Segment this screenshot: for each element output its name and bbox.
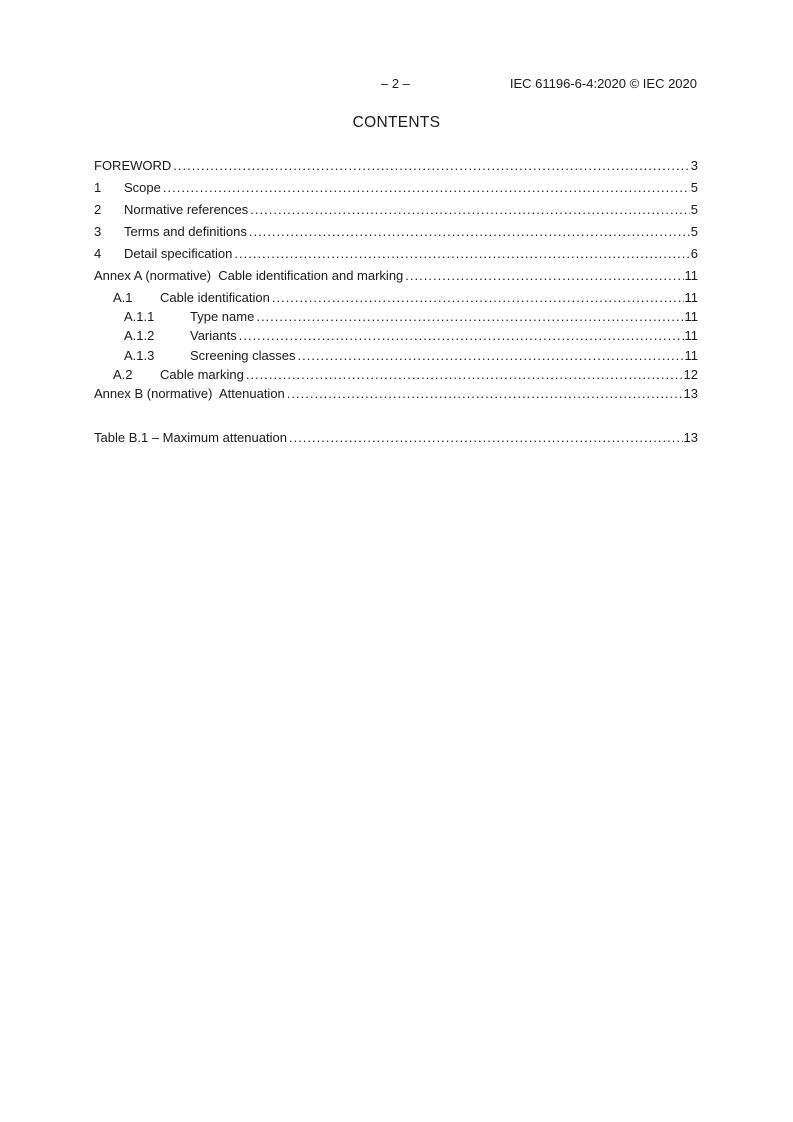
toc-entry-label: FOREWORD bbox=[94, 158, 172, 173]
dot-leader bbox=[272, 290, 684, 306]
toc-entry-label: Cable identification bbox=[160, 290, 270, 305]
toc-entry-annex-b[interactable] bbox=[94, 386, 698, 402]
toc-entry-number: A.1.3 bbox=[124, 348, 155, 363]
toc-entry-detail-specification[interactable] bbox=[94, 246, 698, 262]
toc-entry-page: 5 bbox=[690, 224, 698, 239]
toc-entry-a1[interactable] bbox=[94, 290, 698, 306]
toc-entry-label: Type name bbox=[190, 309, 255, 324]
toc-entry-table-b1[interactable] bbox=[94, 430, 698, 446]
toc-entry-label: Annex A (normative) Cable identification and marking bbox=[94, 268, 404, 283]
toc-entry-page: 5 bbox=[690, 202, 698, 217]
toc-entry-page: 3 bbox=[690, 158, 698, 173]
toc-entry-label: Screening classes bbox=[190, 348, 296, 363]
toc-entry-page: 6 bbox=[690, 246, 698, 261]
page-title: CONTENTS bbox=[352, 114, 441, 131]
toc-entry-number: A.1.1 bbox=[124, 309, 155, 324]
dot-leader bbox=[249, 224, 690, 240]
dot-leader bbox=[289, 430, 683, 446]
toc-entry-a2[interactable] bbox=[94, 367, 698, 383]
toc-entry-a13[interactable] bbox=[94, 348, 698, 364]
toc-entry-terms-and-definitions[interactable] bbox=[94, 224, 698, 240]
dot-leader bbox=[298, 348, 684, 364]
dot-leader bbox=[405, 268, 683, 284]
toc-entry-page: 11 bbox=[684, 268, 698, 283]
dot-leader bbox=[234, 246, 689, 262]
toc-entry-number: 3 bbox=[94, 224, 102, 239]
toc-entry-label: Cable marking bbox=[160, 367, 244, 382]
toc-entry-label: Table B.1 – Maximum attenuation bbox=[94, 430, 287, 445]
toc-entry-label: Annex B (normative) Attenuation bbox=[94, 386, 285, 401]
toc-entry-page: 13 bbox=[683, 430, 698, 445]
toc-entry-label: Normative references bbox=[124, 202, 249, 217]
toc-entry-number: A.1 bbox=[113, 290, 133, 305]
toc-entry-label: Detail specification bbox=[124, 246, 233, 261]
toc-entry-normative-references[interactable] bbox=[94, 202, 698, 218]
toc-entry-a11[interactable] bbox=[94, 309, 698, 325]
toc-entry-number: 2 bbox=[94, 202, 102, 217]
toc-entry-number: 1 bbox=[94, 180, 102, 195]
toc-entry-label: Variants bbox=[190, 328, 237, 343]
document-identifier: IEC 61196-6-4:2020 © IEC 2020 bbox=[509, 76, 697, 91]
toc-entry-number: 4 bbox=[94, 246, 102, 261]
toc-entry-page: 5 bbox=[690, 180, 698, 195]
toc-entry-page: 11 bbox=[684, 328, 698, 343]
dot-leader bbox=[287, 386, 683, 402]
dot-leader bbox=[163, 180, 690, 196]
toc-entry-annex-a[interactable] bbox=[94, 268, 698, 284]
toc-entry-page: 11 bbox=[684, 348, 698, 363]
toc-entry-page: 12 bbox=[683, 367, 698, 382]
toc-entry-page: 11 bbox=[684, 290, 698, 305]
dot-leader bbox=[250, 202, 689, 218]
toc-entry-number: A.2 bbox=[113, 367, 133, 382]
dot-leader bbox=[173, 158, 689, 174]
dot-leader bbox=[246, 367, 683, 383]
toc-entry-label: Scope bbox=[124, 180, 161, 195]
page-number: – 2 – bbox=[381, 76, 410, 91]
toc-entry-label: Terms and definitions bbox=[124, 224, 247, 239]
toc-entry-page: 13 bbox=[683, 386, 698, 401]
toc-entry-number: A.1.2 bbox=[124, 328, 155, 343]
dot-leader bbox=[239, 328, 684, 344]
toc-entry-a12[interactable] bbox=[94, 328, 698, 344]
dot-leader bbox=[256, 309, 683, 325]
toc-entry-foreword[interactable] bbox=[94, 158, 698, 174]
toc-entry-page: 11 bbox=[684, 309, 698, 324]
toc-entry-scope[interactable] bbox=[94, 180, 698, 196]
